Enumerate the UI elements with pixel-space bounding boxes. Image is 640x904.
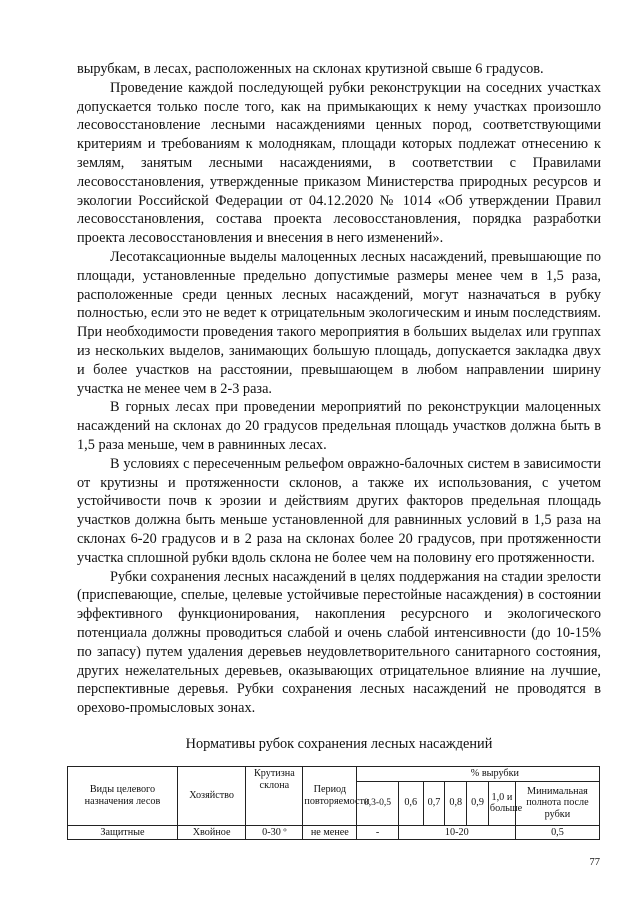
header-sub-5: 1,0 и больше	[488, 781, 515, 825]
cell-percent-range: 10-20	[398, 825, 515, 840]
header-sub-0: 0,3-0,5	[357, 781, 398, 825]
cell-purpose: Защитные	[68, 825, 178, 840]
table-title: Нормативы рубок сохранения лесных насаждений	[185, 736, 493, 752]
header-purpose: Виды целевого назначения лесов	[68, 767, 178, 826]
cell-percent-first: -	[357, 825, 398, 840]
felling-norms-table	[67, 766, 600, 840]
header-felling-percent: % вырубки	[357, 767, 600, 782]
paragraph-ravine-relief: В условиях с пересеченным рельефом овражно-балочных систем в зависимости от крутизны и протяженности склонов, а также их использования, с учетом устойчивости почв к эрозии и действиям других факторов предельная площадь участков должна быть меньше установленной для равнинных условий в 1,5 раза на склонах 6-20 градусов и в 2 раза на склонах более 20 градусов, при протяженности участка сплошной рубки вдоль склона не более чем на половину его протяженности.	[77, 455, 601, 566]
header-period: Период повторяемости	[303, 767, 357, 826]
paragraph-low-value-stands: Лесотаксационные выделы малоценных лесных насаждений, превышающие по площади, установленные предельно допустимые размеры менее чем в 1,5 раза, расположенные среди ценных лесных насаждений, могут назначаться в рубку полностью, если это не ведет к отрицательным экологическим и иным последствиям. При необходимости проведения такого мероприятия в больших выделах или группах из нескольких выделов, занимающих большую площадь, допускается закладка двух и более участков на расстоянии, превышающем в любом направлении ширину участка не менее чем в 2-3 раза.	[77, 248, 601, 397]
header-economy: Хозяйство	[177, 767, 245, 826]
header-sub-2: 0,7	[423, 781, 445, 825]
cell-min-density: 0,5	[515, 825, 599, 840]
paragraph-continuation: вырубкам, в лесах, расположенных на склонах крутизной свыше 6 градусов.	[77, 61, 544, 77]
paragraph-mountain-forests: В горных лесах при проведении мероприятий по реконструкции малоценных насаждений на склонах до 20 градусов предельная площадь участков должна быть в 1,5 раза меньше, чем в равнинных лесах.	[77, 399, 601, 453]
header-sub-4: 0,9	[467, 781, 489, 825]
cell-economy: Хвойное	[177, 825, 245, 840]
paragraph-conservation-felling: Рубки сохранения лесных насаждений в целях поддержания на стадии зрелости (приспевающие, спелые, целевые устойчивые перестойные насаждения) в состоянии эффективного функционирования, накопления ресурсного и экологического потенциала должны проводиться слабой и очень слабой интенсивности (до 10-15% по запасу) путем удаления деревьев неудовлетворительного санитарного состояния, других нежелательных деревьев, оказывающих отрицательное влияние на лучшие, перспективные деревья. Рубки сохранения лесных насаждений не проводятся в орехово-промысловых зонах.	[77, 568, 601, 717]
page-number: 77	[589, 857, 600, 868]
header-sub-1: 0,6	[398, 781, 423, 825]
body-text	[77, 60, 601, 718]
paragraph-reconstruction: Проведение каждой последующей рубки реконструкции на соседних участках допускается только после того, как на примыкающих к нему участках произошло лесовосстановление лесными насаждениями ценных пород, соответствующими критериям и требованиям к молоднякам, площади которых подлежат отнесению к землям, занятым лесными насаждениями, в соответствии с Правилами лесовосстановления, утвержденные приказом Министерства природных ресурсов и экологии Российской Федерации от 04.12.2020 № 1014 «Об утверждении Правил лесовосстановления, состава проекта лесовосстановления, порядка разработки проекта лесовосстановления и внесения в него изменений».	[77, 79, 601, 247]
cell-slope: 0-30 º	[246, 825, 303, 840]
header-sub-3: 0,8	[445, 781, 467, 825]
cell-period: не менее	[303, 825, 357, 840]
header-slope: Крутизна склона	[246, 767, 303, 826]
header-min-density: Минимальная полнота после рубки	[515, 781, 599, 825]
